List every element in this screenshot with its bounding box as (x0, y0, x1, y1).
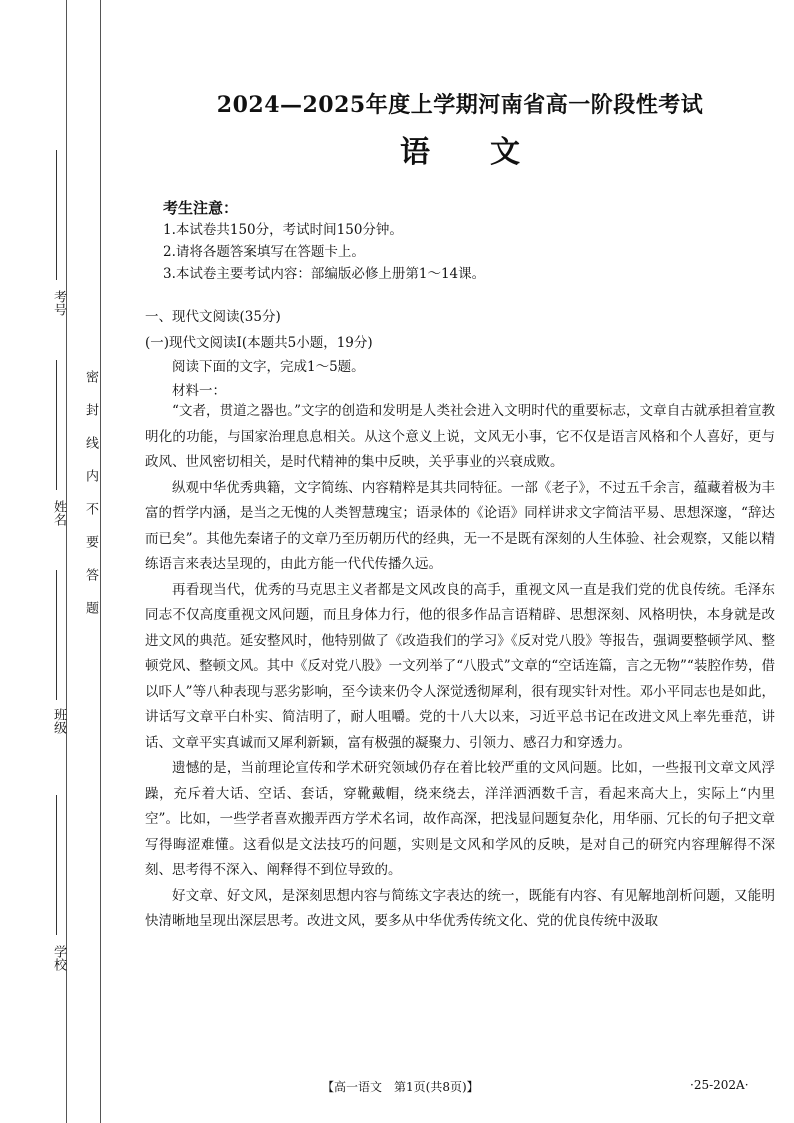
exam-title: 2024—2025年度上学期河南省高一阶段性考试 (216, 92, 704, 118)
paragraph: “文者，贯道之器也。”文字的创造和发明是人类社会进入文明时代的重要标志，文章自古就承担着宣教明化的功能，与国家治理息息相关。从这个意义上说，文风无小事，它不仅是语言风格和个人喜好，更与政风、世风密切相关，是时代精神的集中反映，关乎事业的兴衰成败。 (145, 403, 775, 470)
subject-title: 语文 (400, 135, 580, 170)
subsection-title: (一)现代文阅读Ⅰ(本题共5小题，19分) (145, 335, 373, 351)
binding-line-inner (100, 0, 101, 1123)
paragraph: 再看现当代，优秀的马克思主义者都是文风改良的高手，重视文风一直是我们党的优良传统。毛泽东同志不仅高度重视文风问题，而且身体力行，他的很多作品言语精辟、思想深刻、风格明快，本身就是改进文风的典范。延安整风时，他特别做了《改造我们的学习》《反对党八股》等报告，强调要整顿学风、整顿党风、整顿文风。其中《反对党八股》一文列举了“八股式”文章的“空话连篇，言之无物”“装腔作势，借以吓人”等八种表现与恶劣影响，至今读来仍令人深觉透彻犀利，很有现实针对性。邓小平同志也是如此，讲话写文章平白朴实、简洁明了，耐人咀嚼。党的十八大以来，习近平总书记在改进文风上率先垂范，讲话、文章平实真诚而又犀利新颖，富有极强的凝聚力、引领力、感召力和穿透力。 (145, 581, 775, 751)
attention-item: 3.本试卷主要考试内容：部编版必修上册第1～14课。 (163, 266, 486, 282)
field-class-line (56, 570, 57, 700)
field-class-label: 班级 (51, 708, 66, 734)
binding-margin (0, 0, 130, 1123)
footer-code: ·25-202A· (690, 1078, 749, 1092)
field-exam-number-label: 考号 (51, 290, 66, 316)
field-school-line (56, 795, 57, 935)
attention-item: 2.请将各题答案填写在答题卡上。 (163, 244, 365, 260)
attention-box (163, 197, 775, 285)
attention-item: 1.本试卷共150分，考试时间150分钟。 (163, 222, 403, 238)
footer-page-info: 【高一语文 第1页(共8页)】 (322, 1080, 479, 1094)
paragraph: 遗憾的是，当前理论宣传和学术研究领域仍存在着比较严重的文风问题。比如，一些报刊文章文风浮躁，充斥着大话、空话、套话，穿靴戴帽，绕来绕去，洋洋洒洒数千言，看起来高大上，实际上“内里空”。比如，一些学者喜欢搬弄西方学术名词，故作高深，把浅显问题复杂化，用华丽、冗长的句子把文章写得晦涩难懂。这看似是文法技巧的问题，实则是文风和学风的反映，是对自己的研究内容理解得不深刻、思考得不深入、阐释得不到位导致的。 (145, 760, 775, 878)
field-name-line (56, 360, 57, 490)
field-exam-number-line (56, 150, 57, 280)
section-title: 一、现代文阅读(35分) (145, 309, 281, 325)
field-name-label: 姓名 (51, 500, 66, 526)
page-content (145, 88, 775, 935)
material-label: 材料一： (172, 383, 226, 399)
field-school-label: 学校 (51, 945, 66, 971)
paragraph: 好文章、好文风，是深刻思想内容与简练文字表达的统一，既能有内容、有见解地剖析问题，又能明快清晰地呈现出深层思考。改进文风，要多从中华优秀传统文化、党的优良传统中汲取 (145, 887, 775, 929)
binding-notice: 密封线内不要答题 (83, 370, 98, 634)
reading-instruction: 阅读下面的文字，完成1～5题。 (172, 359, 365, 375)
paragraph: 纵观中华优秀典籍，文字简练、内容精粹是其共同特征。一部《老子》，不过五千余言，蕴藏着极为丰富的哲学内涵，是当之无愧的人类智慧瑰宝；语录体的《论语》同样讲求文字简洁平易、思想深邃，“辞达而已矣”。其他先秦诸子的文章乃至历朝历代的经典，无一不是既有深刻的人生体验、社会观察，又能以精练语言来表达呈现的，由此方能一代代传播久远。 (145, 479, 775, 572)
attention-heading: 考生注意： (163, 199, 239, 217)
